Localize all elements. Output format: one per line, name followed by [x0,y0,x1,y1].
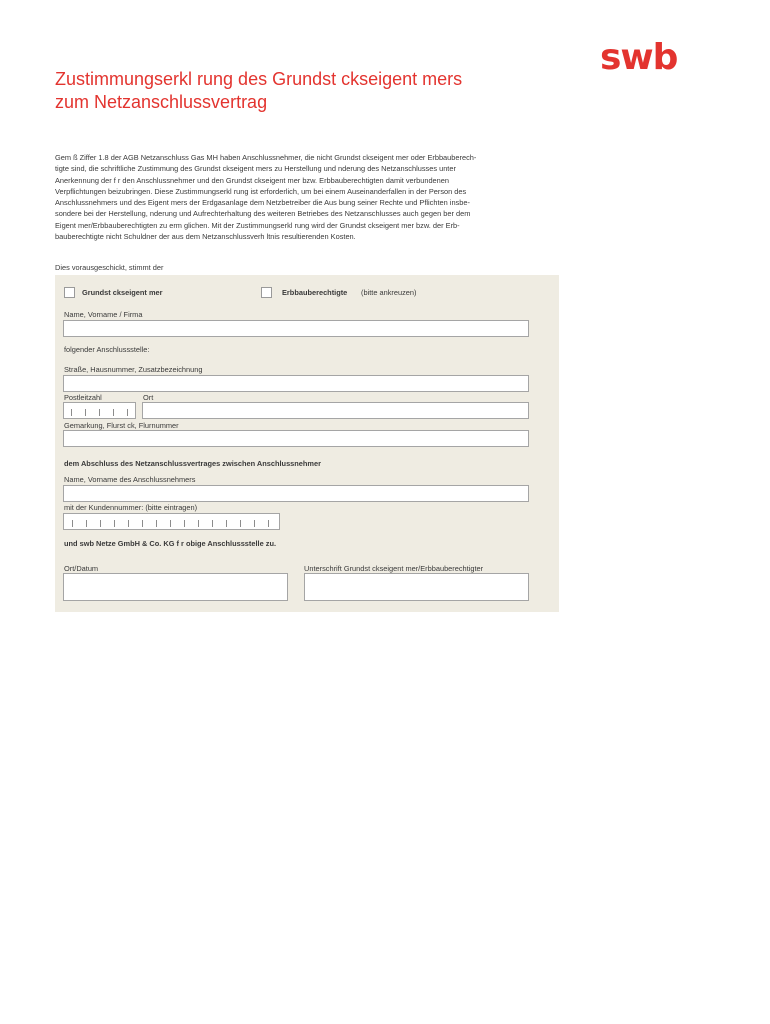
customer-number-field[interactable] [63,513,280,530]
connection-label: folgender Anschlussstelle: [64,345,150,354]
intro-line: Anschlussnehmers und des Eigent mers der Erdgasanlage dem Netzbetreiber die Aus bung seiner Rechte und Pflichten insbe- [55,198,470,208]
city-label: Ort [143,393,154,402]
checkbox-hint: (bitte ankreuzen) [361,288,417,297]
street-field[interactable] [63,375,529,392]
zip-field[interactable] [63,402,136,419]
intro-line: Eigent mer/Erbbauberechtigten zu erm glichen. Mit der Zustimmungserkl rung wird der Grundst ckseigent mer bzw. der Erb- [55,220,460,230]
intro-paragraph [55,152,555,242]
signature-field[interactable] [304,573,529,601]
intro-line: sondere bei der Herstellung, nderung und Aufrechterhaltung des weiteren Betriebes des Netzanschlusses auch gegen ber dem [55,209,471,219]
parcel-label: Gemarkung, Flurst ck, Flurnummer [64,421,179,430]
parcel-field[interactable] [63,430,529,447]
intro-line: tigte sind, die schriftliche Zustimmung des Grundst ckseigent mers zu Herstellung und nderung des Netzanschlusses unter [55,164,456,174]
owner-checkbox[interactable] [64,287,75,298]
title-line-1: Zustimmungserkl rung des Grundst ckseigent mers [55,69,463,89]
intro-line: Verpflichtungen beizubringen. Diese Zustimmungserkl rung ist erforderlich, um bei einem Auseinanderfallen in der Person des [55,186,467,196]
city-field[interactable] [142,402,529,419]
heir-label: Erbbauberechtigte [282,288,348,297]
name-label: Name, Vorname / Firma [64,310,143,319]
intro-line: Gem ß Ziffer 1.8 der AGB Netzanschluss Gas MH haben Anschlussnehmer, die nicht Grundst ckseigent mer oder Erbbauberech- [55,153,477,162]
lead-text: Dies vorausgeschickt, stimmt der [55,263,164,272]
contract-heading: dem Abschluss des Netzanschlussvertrages zwischen Anschlussnehmer [64,459,321,468]
heir-checkbox[interactable] [261,287,272,298]
intro-line: Anerkennung der f r den Anschlussnehmer und den Grundst ckseigent mer bzw. Erbbauberechtigten damit verbundenen [55,175,449,185]
zip-label: Postleitzahl [64,393,102,402]
owner-label: Grundst ckseigent mer [82,288,163,297]
place-date-field[interactable] [63,573,288,601]
holder-name-label: Name, Vorname des Anschlussnehmers [64,475,196,484]
swb-logo: swb [600,37,678,78]
document-title [55,68,575,114]
title-line-2: zum Netzanschlussvertrag [55,92,268,112]
place-date-label: Ort/Datum [64,564,99,573]
intro-line: bauberechtigte nicht Schuldner der aus dem Netzanschlussverh ltnis resultierenden Kosten. [55,232,356,242]
street-label: Straße, Hausnummer, Zusatzbezeichnung [64,365,203,374]
closing-text: und swb Netze GmbH & Co. KG f r obige Anschlussstelle zu. [64,539,277,548]
signature-label: Unterschrift Grundst ckseigent mer/Erbbauberechtigter [304,564,484,573]
holder-name-field[interactable] [63,485,529,502]
name-field[interactable] [63,320,529,337]
consent-form-panel [55,275,559,612]
customer-number-label: mit der Kundennummer: (bitte eintragen) [64,503,198,512]
